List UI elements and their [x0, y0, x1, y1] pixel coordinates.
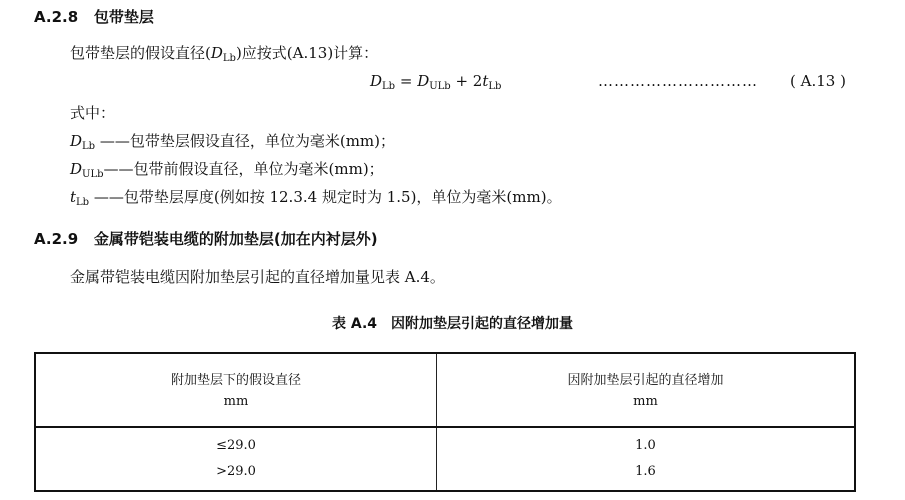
definition-text: ——包带垫层假设直径，单位为毫米(mm)； — [95, 132, 395, 150]
section-a29-heading — [34, 228, 378, 249]
section-a29-text: 金属带铠装电缆因附加垫层引起的直径增加量见表 A.4。 — [70, 268, 445, 286]
formula-plus: + 2 — [450, 72, 483, 90]
formula-lhs-symbol: D — [370, 72, 383, 90]
definition-symbol: D — [70, 132, 83, 150]
table-caption: 表 A.4 因附加垫层引起的直径增加量 — [331, 316, 574, 332]
diameter-increase-table — [34, 352, 856, 492]
definition-symbol: t — [70, 188, 77, 206]
definition-tlb — [70, 186, 562, 208]
formula-rhs2-subscript: Lb — [488, 81, 502, 92]
table-header-row — [35, 353, 855, 390]
formula-lhs-subscript: Lb — [382, 81, 396, 92]
formula-equals: = — [395, 72, 418, 90]
table-cell: ≤29.0 — [35, 427, 437, 458]
definition-dlb — [70, 130, 395, 152]
definition-symbol: D — [70, 160, 83, 178]
table-header-cell: 附加垫层下的假设直径 — [35, 353, 437, 390]
formula-leader-dots: ………………………… — [598, 72, 758, 90]
formula-rhs1-symbol: D — [417, 72, 430, 90]
table-header-cell: 因附加垫层引起的直径增加 — [437, 353, 856, 390]
formula-rhs1-subscript: ULb — [429, 81, 451, 92]
section-number: A.2.8 — [34, 8, 79, 26]
definition-text: ——包带前假设直径，单位为毫米(mm)； — [103, 160, 384, 178]
section-title: 金属带铠装电缆的附加垫层(加在内衬层外) — [93, 230, 378, 248]
table-unit-row — [35, 390, 855, 427]
definition-subscript: Lb — [82, 141, 96, 152]
definition-subscript: ULb — [82, 169, 104, 180]
definition-text: ——包带垫层厚度(例如按 12.3.4 规定时为 1.5)，单位为毫米(mm)。 — [89, 188, 562, 206]
intro-paragraph — [70, 42, 378, 64]
definition-dulb — [70, 158, 384, 180]
intro-text-post: )应按式(A.13)计算： — [235, 44, 379, 62]
definition-subscript: Lb — [76, 197, 90, 208]
formula — [370, 72, 501, 92]
table-row — [35, 427, 855, 458]
formula-number: ( A.13 ) — [790, 72, 846, 90]
section-title: 包带垫层 — [93, 8, 154, 26]
table-unit-cell: mm — [35, 390, 437, 427]
section-a28-heading — [34, 6, 154, 27]
section-number: A.2.9 — [34, 230, 79, 248]
table-unit-cell: mm — [437, 390, 856, 427]
formula-rhs2-symbol: t — [482, 72, 489, 90]
table-cell: 1.6 — [437, 458, 856, 491]
table-cell: 1.0 — [437, 427, 856, 458]
intro-text-pre: 包带垫层的假设直径( — [70, 44, 211, 62]
where-label: 式中： — [70, 104, 116, 122]
table-cell: >29.0 — [35, 458, 437, 491]
intro-symbol: D — [210, 44, 223, 62]
intro-subscript: Lb — [222, 53, 236, 64]
table-row — [35, 458, 855, 491]
